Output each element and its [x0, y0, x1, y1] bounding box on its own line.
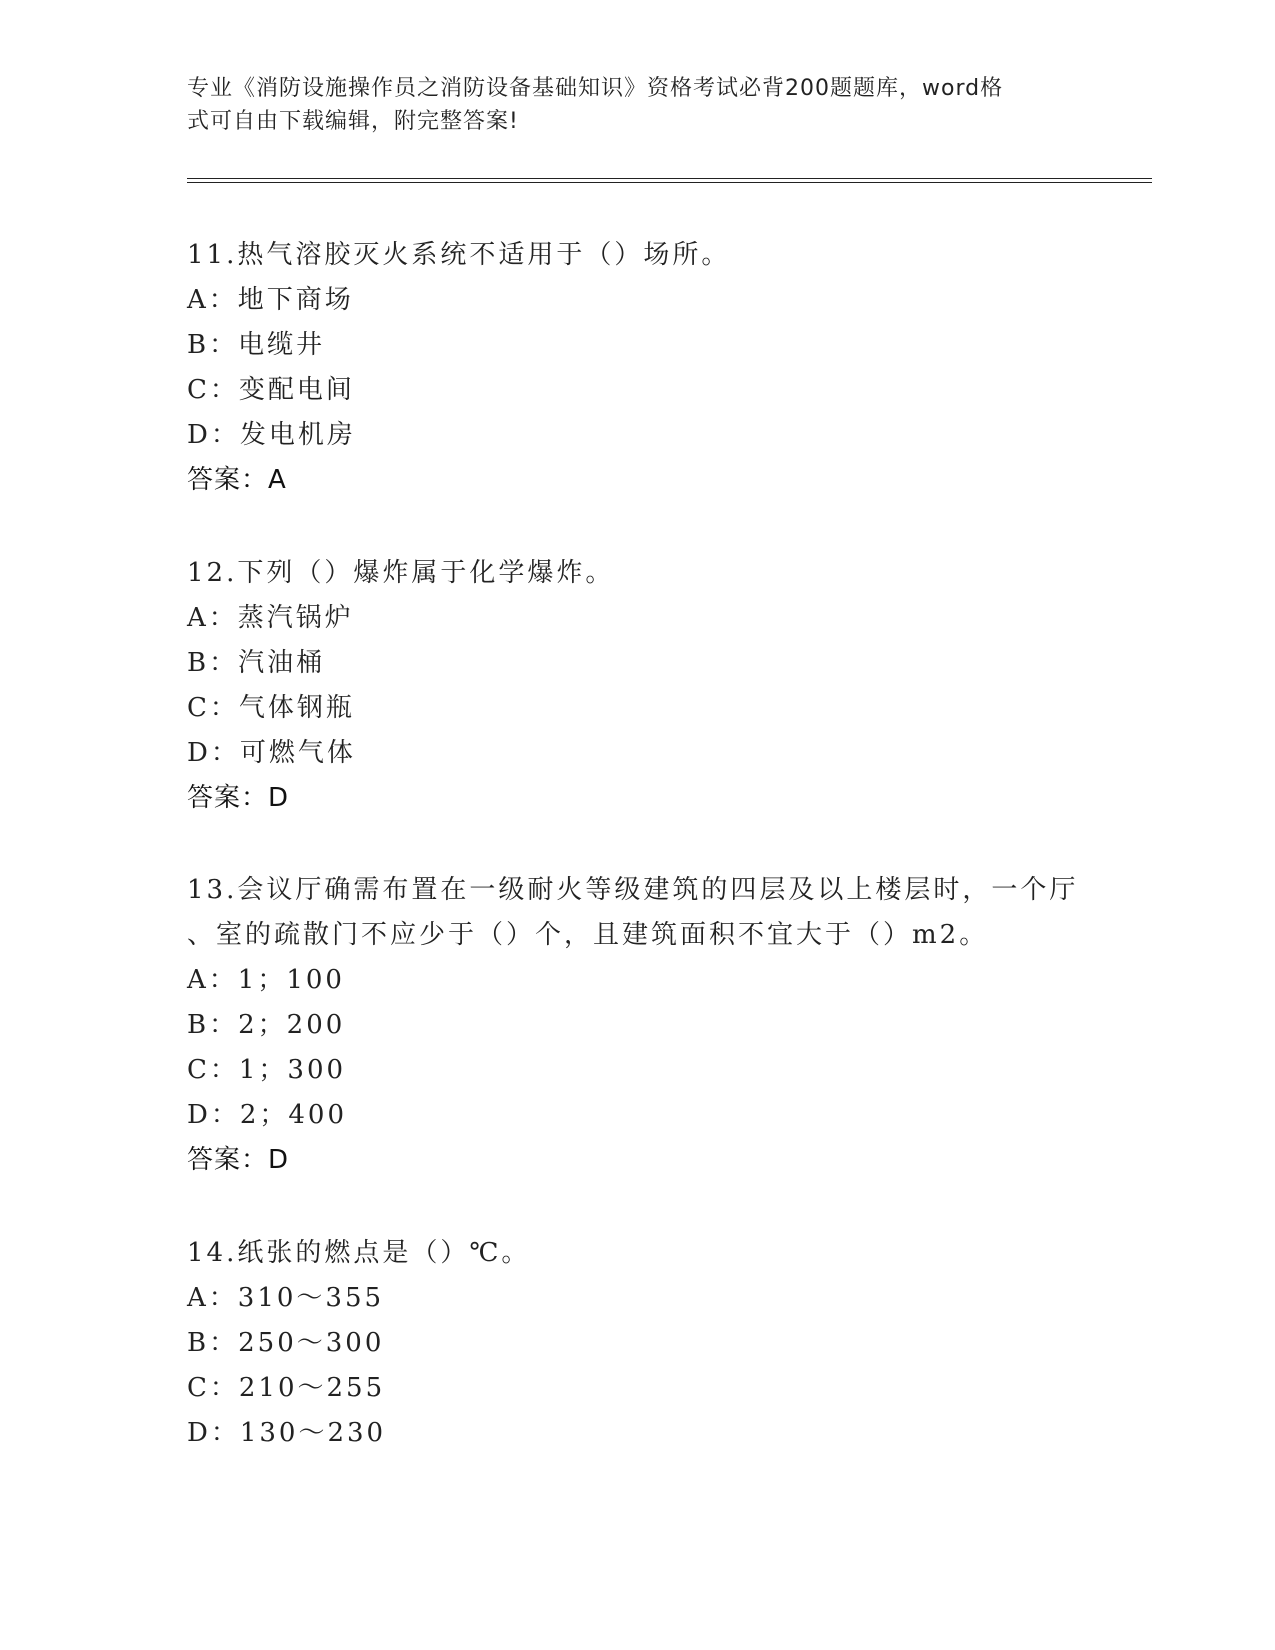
answer: 答案：A: [187, 465, 287, 495]
header-line-2: 式可自由下载编辑，附完整答案!: [187, 109, 519, 134]
question-12: [187, 551, 1087, 821]
option-a: A：蒸汽锅炉: [187, 603, 354, 633]
option-c: C：210～255: [187, 1373, 386, 1403]
option-a: A：地下商场: [187, 285, 354, 315]
question-stem-line-1: 13.会议厅确需布置在一级耐火等级建筑的四层及以上楼层时，一个厅: [187, 875, 1079, 905]
question-11: [187, 233, 1087, 503]
header-divider-bottom: [187, 182, 1152, 183]
answer: 答案：D: [187, 783, 290, 813]
option-d: D：2；400: [187, 1100, 348, 1130]
option-a: A：1；100: [187, 965, 345, 995]
option-b: B：汽油桶: [187, 648, 326, 678]
option-d: D：可燃气体: [187, 738, 356, 768]
option-b: B：电缆井: [187, 330, 326, 360]
question-stem: 12.下列（）爆炸属于化学爆炸。: [187, 558, 615, 588]
option-d: D：130～230: [187, 1418, 387, 1448]
option-d: D：发电机房: [187, 420, 356, 450]
option-c: C：变配电间: [187, 375, 355, 405]
answer: 答案：D: [187, 1145, 290, 1175]
option-b: B：250～300: [187, 1328, 385, 1358]
question-stem: 14.纸张的燃点是（）℃。: [187, 1238, 531, 1268]
question-stem: 11.热气溶胶灭火系统不适用于（）场所。: [187, 240, 731, 270]
header-divider-top: [187, 178, 1152, 179]
header-line-1: 专业《消防设施操作员之消防设备基础知识》资格考试必背200题题库，word格: [187, 76, 1004, 101]
question-stem-line-2: 、室的疏散门不应少于（）个，且建筑面积不宜大于（）m2。: [187, 920, 989, 950]
document-header: [187, 72, 1067, 138]
question-14: [187, 1231, 1087, 1456]
option-a: A：310～355: [187, 1283, 385, 1313]
question-13: [187, 868, 1087, 1183]
option-c: C：气体钢瓶: [187, 693, 355, 723]
option-b: B：2；200: [187, 1010, 346, 1040]
option-c: C：1；300: [187, 1055, 347, 1085]
